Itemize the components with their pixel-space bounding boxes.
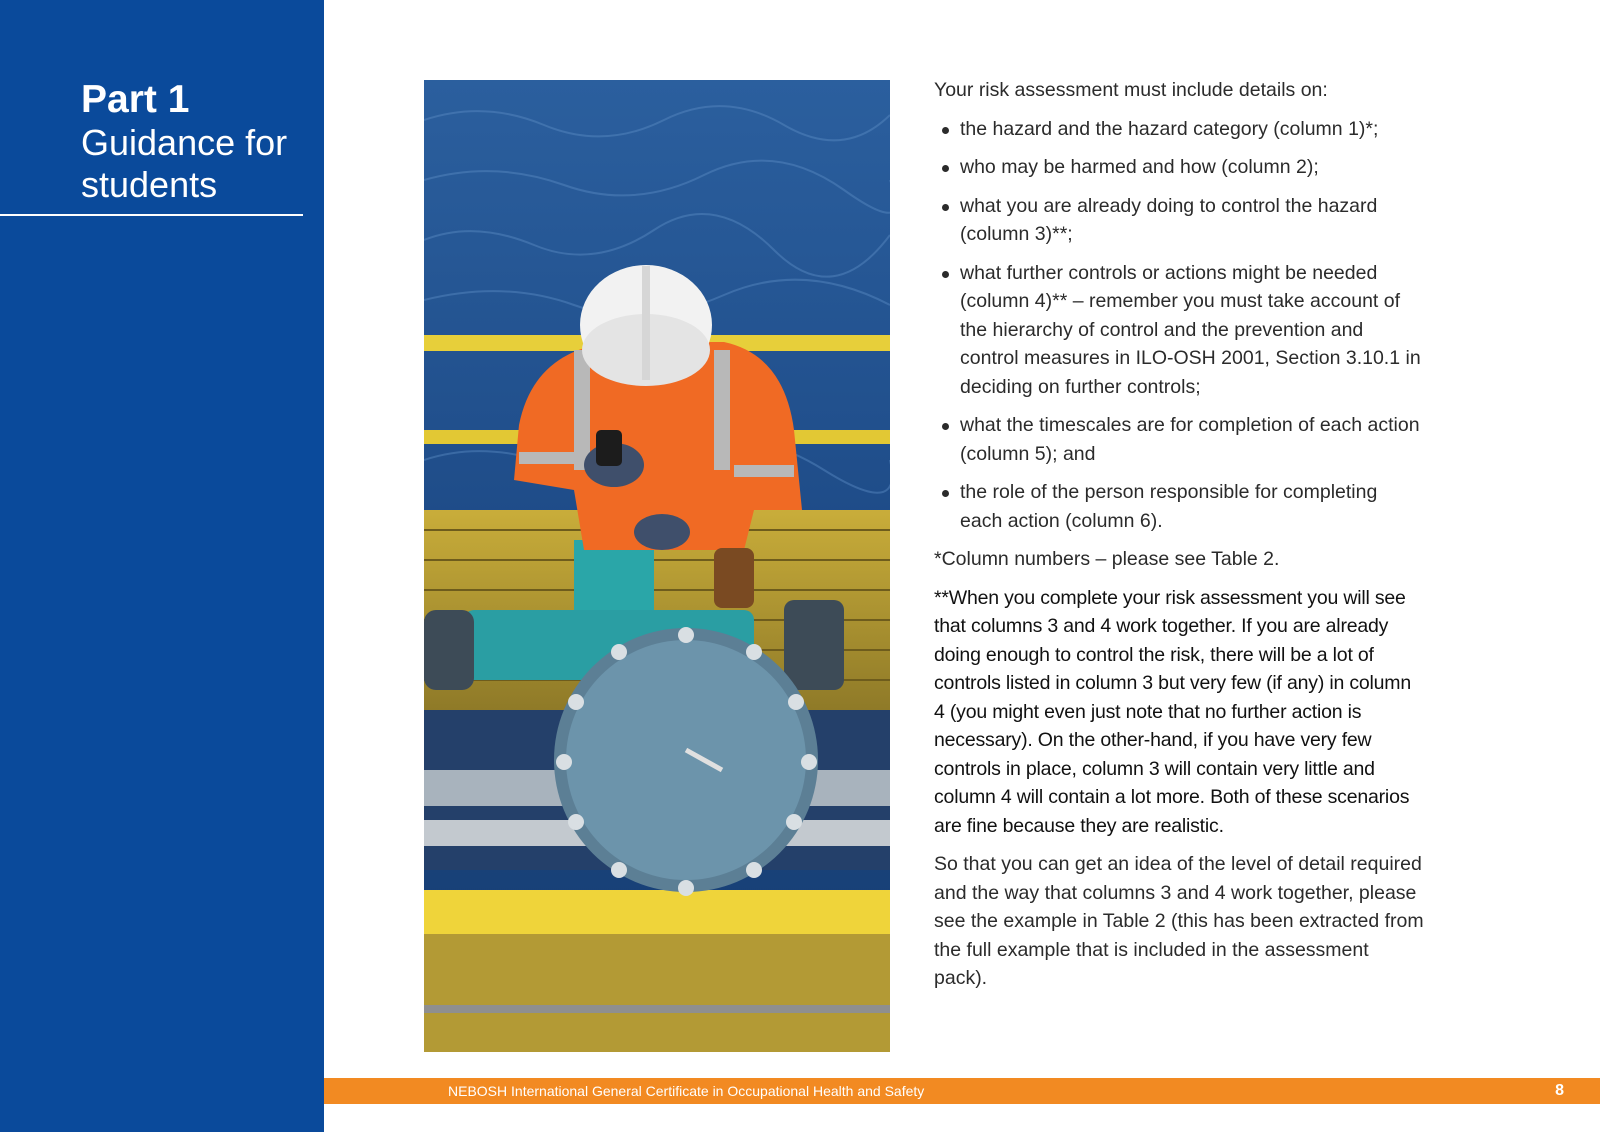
list-item-text: what the timescales are for completion of each action (column 5); and [960,414,1420,465]
list-item [934,153,1424,182]
list-item [934,259,1424,402]
bullet-icon [942,165,949,172]
requirements-list [934,115,1424,536]
list-item [934,115,1424,144]
part-subtitle-line1: Guidance for [81,122,288,163]
list-item-text: the role of the person responsible for completing each action (column 6). [960,481,1378,532]
bullet-icon [942,271,949,278]
list-item [934,192,1424,249]
part-subtitle-line2: students [81,164,218,205]
bullet-icon [942,127,949,134]
list-item [934,478,1424,535]
list-item-text: what further controls or actions might be needed (column 4)** – remember you must take account of the hierarchy of control and the prevention and control measures in ILO-OSH 2001, Section 3.10.1 in deciding on further controls; [960,261,1421,398]
sidebar [0,0,324,1132]
page-number: 8 [1555,1082,1564,1099]
bullet-icon [942,490,949,497]
intro-text: Your risk assessment must include details on: [934,79,1328,101]
list-item-text: what you are already doing to control the hazard (column 3)**; [960,194,1378,245]
footer-bar [324,1078,1600,1104]
guidance-text [934,76,1424,993]
worker-on-offshore-platform-photo [424,80,890,1052]
closing-paragraph: So that you can get an idea of the level of detail required and the way that columns 3 and 4 work together, please see the example in Table 2 (this has been extracted from the full example that is included in the assessment pack). [934,853,1424,989]
bullet-icon [942,204,949,211]
sidebar-divider [0,214,303,216]
list-item [934,411,1424,468]
list-item-text: the hazard and the hazard category (column 1)*; [960,117,1379,140]
column-numbers-note: *Column numbers – please see Table 2. [934,548,1280,570]
columns-work-together-note: **When you complete your risk assessment you will see that columns 3 and 4 work together. If you are already doing enough to control the risk, there will be a lot of controls listed in column 3 but very few (if any) in column 4 (you might even just note that no further action is necessary). On the other-hand, if you have very few controls in place, column 3 will contain very little and column 4 will contain a lot more. Both of these scenarios are fine because they are realistic. [934,586,1411,837]
footer-title: NEBOSH International General Certificate in Occupational Health and Safety [448,1083,925,1099]
section-heading [81,78,287,206]
list-item-text: who may be harmed and how (column 2); [960,156,1319,178]
bullet-icon [942,423,949,430]
part-number: Part 1 [81,78,190,121]
